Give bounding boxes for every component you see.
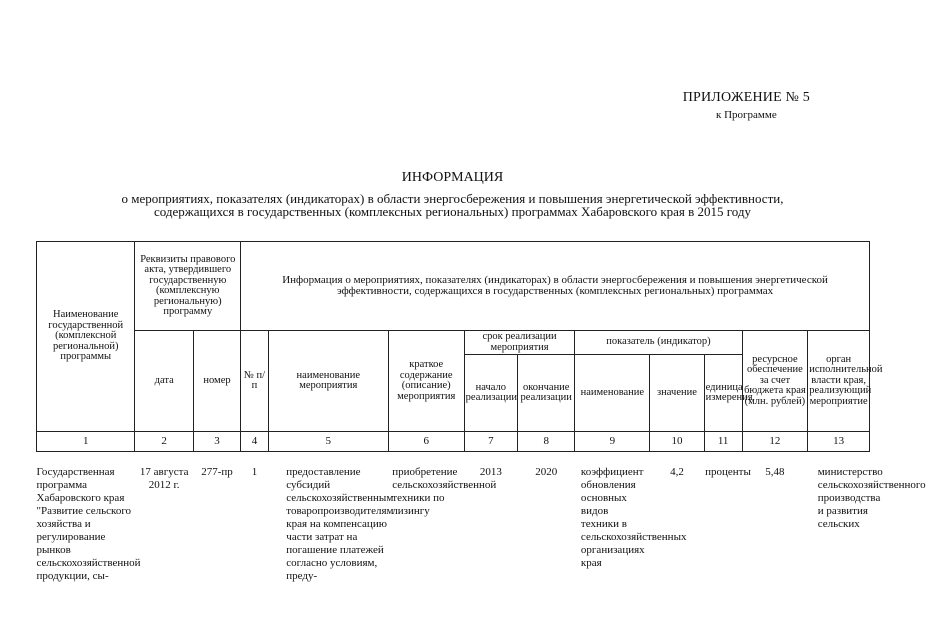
header-measure-desc: краткое содержание (описание) мероприятия (388, 331, 464, 432)
cell-resource: 5,48 (765, 466, 785, 478)
column-number: 11 (704, 432, 742, 452)
header-legal-act: Реквизиты правового акта, утвердившего государственную (комплексную региональную) программу (135, 242, 241, 331)
header-authority: орган исполнительной власти края, реализующий мероприятие (808, 331, 870, 432)
header-ind-name: наименование (575, 355, 650, 432)
column-number: 3 (193, 432, 240, 452)
appendix-block (683, 90, 810, 121)
column-number: 1 (37, 432, 135, 452)
column-number: 5 (268, 432, 388, 452)
document-subtitle (40, 192, 865, 218)
header-ind-unit: единица измерения (704, 355, 742, 432)
subtitle-line-1: о мероприятиях, показателях (индикаторах) в области энергосбережения и повышения энергетической эффективности, (121, 191, 784, 206)
cell-ind-value: 4,2 (670, 466, 684, 478)
subtitle-line-2: содержащихся в государственных (комплексных региональных) программах Хабаровского края в 2015 году (153, 204, 752, 219)
header-number: номер (193, 331, 240, 432)
measures-table (36, 241, 926, 584)
cell-ind-name: коэффициент обновления основных видов техники в сельскохозяйственных организациях края (580, 466, 687, 569)
header-period: срок реализации мероприятия (464, 331, 575, 355)
cell-start: 2013 (479, 466, 502, 478)
column-number: 4 (241, 432, 269, 452)
header-start: начало реализации (464, 355, 517, 432)
cell-measure: предоставление субсидий сельскохозяйственным товаропроизводителям края на компенсацию части затрат на погашение платежей согласно условиям, преду- (286, 466, 394, 582)
header-info: Информация о мероприятиях, показателях (индикаторах) в области энергосбережения и повышения энергетической эффективности, содержащихся в государственных (комплексных региональных) программах (241, 242, 870, 331)
cell-desc: приобретение сельскохозяйственной техники по лизингу (392, 466, 497, 517)
header-program-name: Наименование государственной (комплексной региональной) программы (37, 242, 135, 432)
document-title: ИНФОРМАЦИЯ (401, 170, 504, 185)
header-measure-name: наименование мероприятия (268, 331, 388, 432)
column-number: 6 (388, 432, 464, 452)
column-number: 10 (650, 432, 704, 452)
column-number: 2 (135, 432, 193, 452)
column-number: 13 (808, 432, 870, 452)
cell-date: 17 августа 2012 г. (139, 466, 189, 491)
header-ind-value: значение (650, 355, 704, 432)
cell-number: 277-пр (201, 466, 233, 478)
cell-unit: проценты (705, 466, 751, 478)
header-resource: ресурсное обеспечение за счет бюджета края (млн. рублей) (742, 331, 808, 432)
column-numbers-row (37, 432, 870, 452)
appendix-to: к Программе (715, 109, 777, 121)
header-indicator: показатель (индикатор) (575, 331, 742, 355)
cell-program: Государственная программа Хабаровского края "Развитие сельского хозяйства и регулирование рынков сельскохозяйственной продукции, сы- (36, 466, 141, 582)
header-date: дата (135, 331, 193, 432)
column-number: 8 (518, 432, 575, 452)
header-no: № п/п (241, 331, 269, 432)
header-end: окончание реализации (518, 355, 575, 432)
appendix-number: ПРИЛОЖЕНИЕ № 5 (682, 90, 810, 105)
table-row (37, 452, 870, 585)
column-number: 7 (464, 432, 517, 452)
cell-no: 1 (251, 466, 258, 478)
column-number: 9 (575, 432, 650, 452)
cell-authority: министерство сельскохозяйственного производства и развития сельских (817, 466, 926, 530)
cell-end: 2020 (535, 466, 558, 478)
column-number: 12 (742, 432, 808, 452)
